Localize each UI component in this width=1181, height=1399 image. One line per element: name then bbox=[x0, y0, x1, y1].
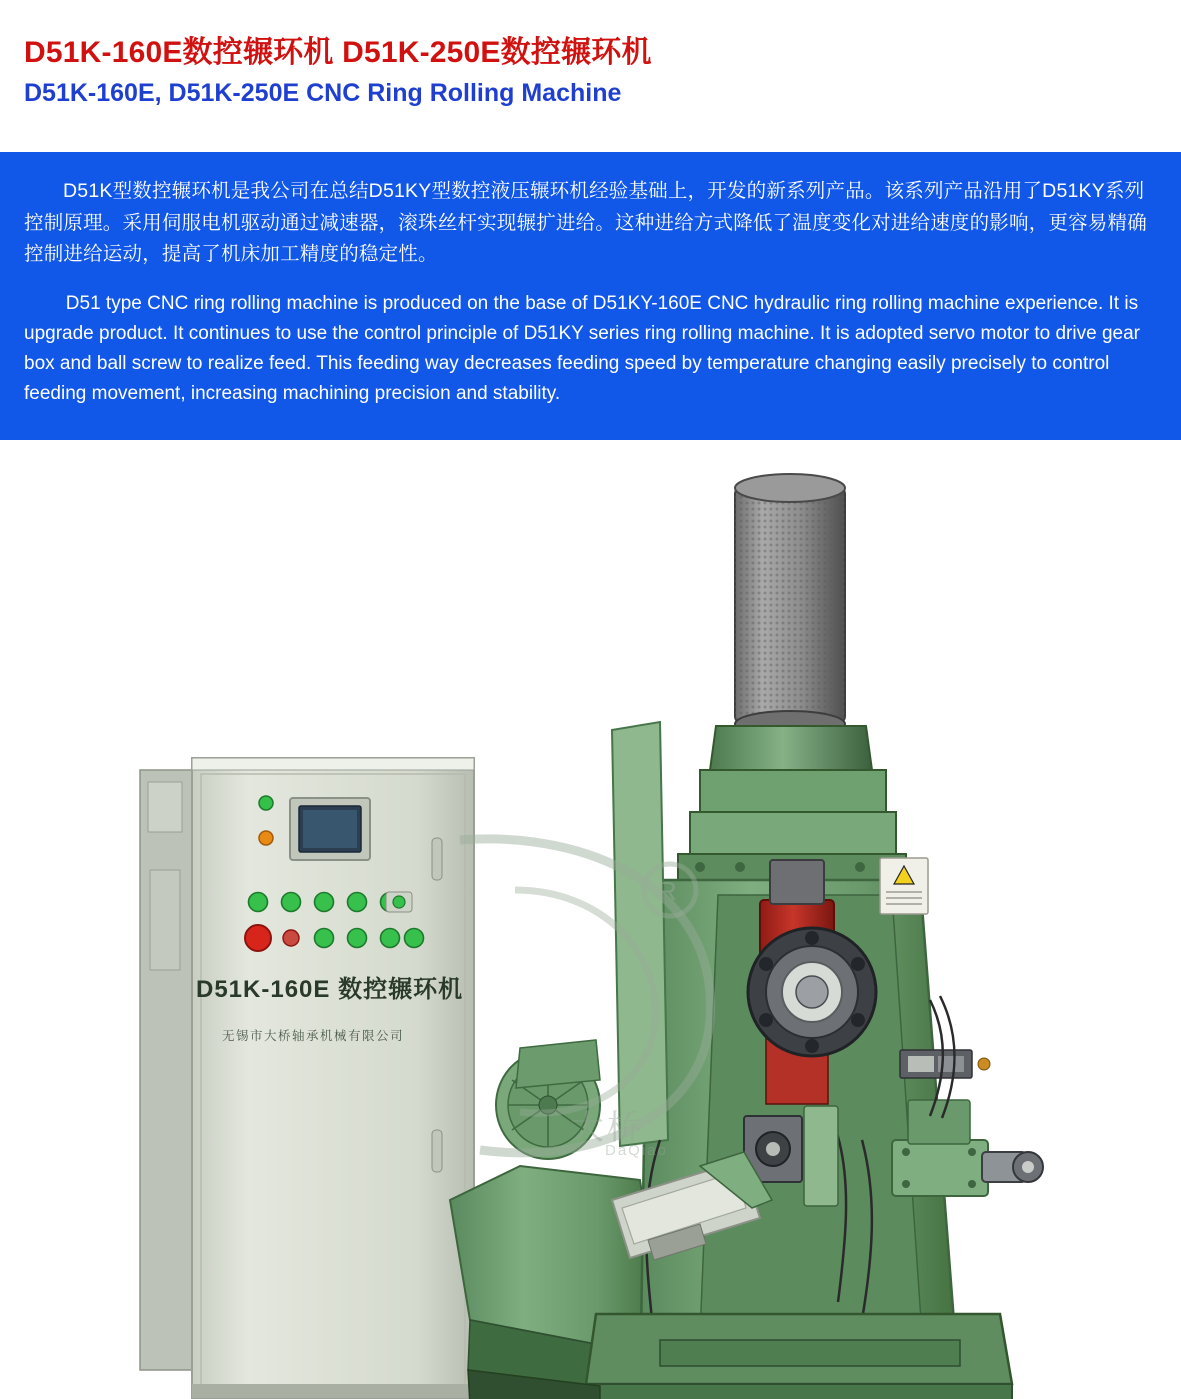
ring-rolling-machine bbox=[450, 474, 1043, 1399]
description-paragraph-cn: D51K型数控辗环机是我公司在总结D51KY型数控液压辗环机经验基础上，开发的新系列产品。该系列产品沿用了D51KY系列控制原理。采用伺服电机驱动通过减速器，滚珠丝杆实现辗扩进给。这种进给方式降低了温度变化对进给速度的影响，更容易精确控制进给运动，提高了机床加工精度的稳定性。 bbox=[24, 180, 1147, 266]
cabinet-model-label: D51K-160E 数控辗环机 bbox=[196, 976, 464, 1003]
description-band bbox=[0, 152, 1181, 440]
control-cabinet bbox=[140, 758, 474, 1398]
fan-housing bbox=[496, 1040, 600, 1159]
cabinet-company-label: 无锡市大桥轴承机械有限公司 bbox=[222, 1029, 405, 1043]
mesh-column bbox=[735, 474, 845, 737]
gearbox bbox=[678, 726, 906, 880]
hydraulic-block bbox=[892, 1100, 1043, 1196]
machine-illustration bbox=[0, 440, 1181, 1399]
warning-label bbox=[880, 858, 928, 914]
svg-text:R: R bbox=[658, 876, 677, 906]
indicator-lamp bbox=[259, 831, 273, 845]
page-title-en: D51K-160E, D51K-250E CNC Ring Rolling Machine bbox=[24, 78, 622, 107]
watermark-subtext: DaQiao bbox=[605, 1142, 668, 1159]
page-title-cn: D51K-160E数控辗环机 D51K-250E数控辗环机 bbox=[24, 36, 652, 69]
page-header bbox=[0, 0, 1181, 109]
product-photo bbox=[0, 440, 1181, 1399]
description-paragraph-en: D51 type CNC ring rolling machine is produced on the base of D51KY-160E CNC hydraulic ring rolling machine experience. It is upgrade product. It continues to use the control principle of D51KY series ring rolling machine. It is adopted servo motor to drive gear box and ball screw to realize feed. This feeding way decreases feeding speed by temperature changing easily precisely to control feeding movement, increasing machining precision and stability. bbox=[24, 292, 1140, 404]
sensor-boxes bbox=[900, 1050, 990, 1078]
indicator-lamp bbox=[259, 796, 273, 810]
main-roll-flange bbox=[748, 928, 876, 1056]
watermark-text: 大桥 bbox=[570, 1109, 644, 1147]
